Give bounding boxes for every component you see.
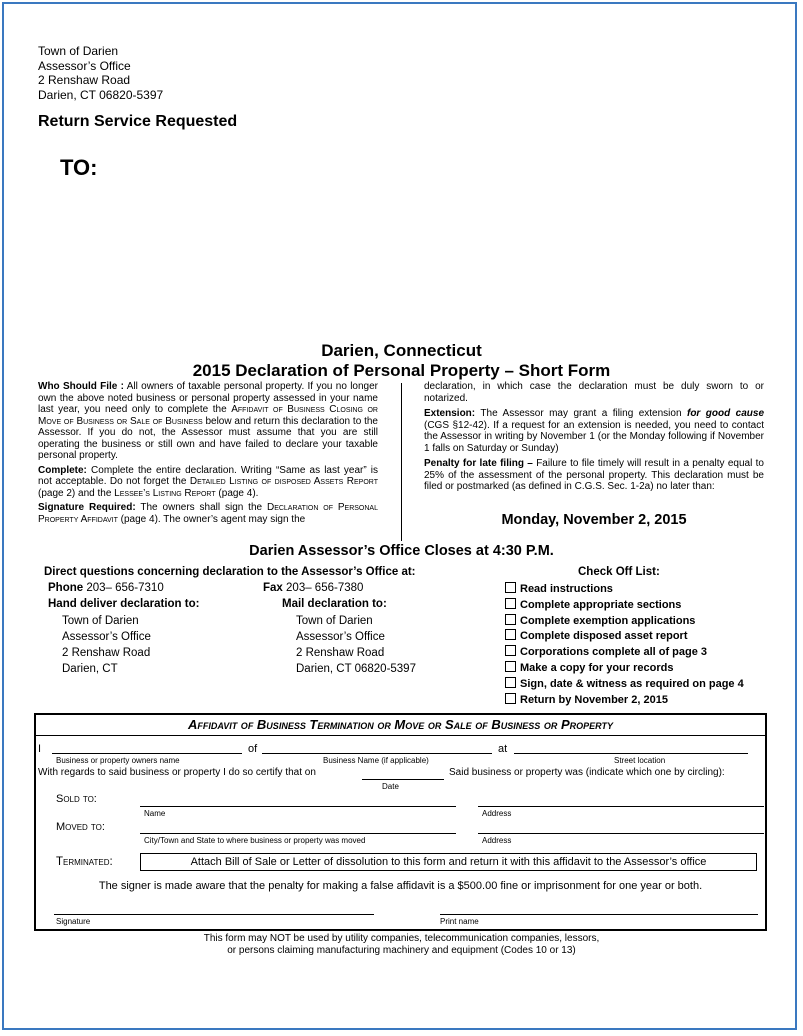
instructions-left	[38, 381, 378, 525]
mail-heading: Mail declaration to:	[282, 598, 387, 610]
extension-text: The Assessor may grant a filing extension	[480, 408, 682, 419]
signature-text: The owners shall sign the	[140, 502, 263, 513]
mail-address	[296, 613, 416, 677]
who-affidavit-ref: Affidavit of Business Closing or Move of Business or Sale of Business	[38, 404, 378, 427]
phone-label: Phone	[48, 582, 84, 594]
complete-text: Complete the entire declaration. Writing “Same as last year” is not acceptable. Do not forget the	[38, 464, 379, 487]
checklist-item-label: Make a copy for your records	[520, 661, 674, 674]
checkbox[interactable]	[505, 645, 516, 656]
street-location-caption: Street location	[614, 756, 666, 765]
print-name-caption: Print name	[440, 917, 479, 926]
false-affidavit-penalty: The signer is made aware that the penalty for making a false affidavit is a $500.00 fine or imprisonment for one year or both.	[98, 880, 703, 892]
business-name-caption: Business Name (if applicable)	[323, 756, 429, 765]
moved-to-option[interactable]: Moved to:	[56, 821, 105, 833]
address-caption: Address	[482, 809, 512, 818]
return-address-line: Assessor’s Office	[38, 58, 131, 73]
affidavit-of-label: of	[248, 743, 258, 755]
hand-address-line: Darien, CT	[62, 663, 118, 675]
penalty-section	[424, 458, 764, 493]
lessee-listing-ref: Lessee’s Listing Report	[114, 487, 216, 499]
signature-text-2: (page 4). The owner’s agent may sign the	[120, 513, 306, 525]
complete-text-3: (page 4).	[218, 487, 259, 499]
who-text-2: below and return this declaration to the Assessor. If you do not, the Assessor must assume that you are still operating the business or still own and have failed to declare your taxable personal property.	[38, 415, 378, 461]
checklist-item[interactable]	[505, 693, 744, 709]
footer-note	[0, 933, 803, 957]
affidavit-box	[34, 713, 767, 931]
checklist-item-label: Return by November 2, 2015	[520, 693, 668, 706]
checkbox[interactable]	[505, 598, 516, 609]
checkbox[interactable]	[505, 582, 516, 593]
declaration-affidavit-ref: Declaration of Personal Property Affidavit	[38, 502, 378, 525]
address-caption-2: Address	[482, 836, 512, 845]
print-name-field[interactable]	[440, 914, 758, 915]
return-service-requested: Return Service Requested	[38, 113, 238, 130]
return-address	[38, 44, 163, 102]
signature-label: Signature Required:	[38, 502, 136, 513]
penalty-label: Penalty for late filing –	[424, 458, 533, 469]
checkbox[interactable]	[505, 693, 516, 704]
fax	[263, 582, 363, 594]
penalty-text: Failure to file timely will result in a penalty equal to 25% of the assessment of the personal property. This declaration must be filed or postmarked (as defined in C.G.S. Sec. 1-2a) no later than:	[424, 458, 764, 492]
checklist-item-label: Complete exemption applications	[520, 614, 696, 627]
hand-address-line: Assessor’s Office	[62, 631, 151, 643]
mail-address-line: 2 Renshaw Road	[296, 647, 385, 659]
owner-name-field[interactable]	[52, 753, 242, 754]
sold-to-name-field[interactable]	[140, 806, 456, 807]
footer-line: This form may NOT be used by utility companies, telecommunication companies, lessors,	[203, 933, 600, 944]
checkbox[interactable]	[505, 629, 516, 640]
complete-label: Complete:	[38, 464, 87, 476]
hand-deliver-address	[62, 613, 151, 677]
complete-section	[38, 465, 378, 500]
footer-line: or persons claiming manufacturing machinery and equipment (Codes 10 or 13)	[227, 945, 576, 956]
checkbox[interactable]	[505, 614, 516, 625]
checklist-item[interactable]	[505, 614, 744, 630]
checklist-item-label: Sign, date & witness as required on page 4	[520, 677, 744, 690]
phone-number: 203– 656-7310	[86, 582, 164, 594]
checklist-item-label: Corporations complete all of page 3	[520, 646, 708, 659]
office-closes: Darien Assessor’s Office Closes at 4:30 P.M.	[249, 543, 554, 559]
hand-deliver-heading: Hand deliver declaration to:	[48, 598, 200, 610]
sold-to-option[interactable]: Sold to:	[56, 793, 97, 805]
checklist-item[interactable]	[505, 629, 744, 645]
hand-address-line: Town of Darien	[62, 615, 139, 627]
checklist-item[interactable]	[505, 645, 744, 661]
complete-text-2: (page 2) and the	[38, 487, 112, 499]
city-state-caption: City/Town and State to where business or property was moved	[144, 836, 366, 845]
checklist	[505, 582, 744, 708]
declaration-continued: declaration, in which case the declaration must be duly sworn to or notarized.	[424, 381, 764, 404]
return-address-line: 2 Renshaw Road	[38, 73, 131, 87]
owner-name-caption: Business or property owners name	[56, 756, 180, 765]
date-caption: Date	[382, 782, 399, 791]
checklist-item[interactable]	[505, 582, 744, 598]
fax-number: 203– 656-7380	[286, 582, 364, 594]
checklist-item[interactable]	[505, 661, 744, 677]
signature-field[interactable]	[54, 914, 374, 915]
return-address-line: Darien, CT 06820-5397	[38, 87, 164, 102]
mail-address-line: Assessor’s Office	[296, 631, 385, 643]
checklist-item-label: Complete disposed asset report	[520, 630, 688, 643]
checkbox[interactable]	[505, 661, 516, 672]
date-field[interactable]	[362, 779, 444, 780]
who-label: Who Should File :	[38, 381, 124, 392]
disposed-assets-ref: Detailed Listing of disposed Assets Report	[189, 476, 379, 487]
form-town-title: Darien, Connecticut	[321, 341, 482, 360]
name-caption: Name	[144, 809, 166, 818]
fax-label: Fax	[263, 582, 283, 594]
signature-section	[38, 502, 378, 525]
street-location-field[interactable]	[514, 753, 748, 754]
return-address-line: Town of Darien	[38, 44, 119, 58]
checklist-item[interactable]	[505, 677, 744, 693]
affidavit-i-label: I	[38, 743, 42, 755]
extension-text-2: (CGS §12-42). If a request for an extension is needed, you need to contact the Assessor in writing by November 1 (or the Monday following if November 1 falls on Saturday or Sunday)	[424, 419, 764, 454]
checklist-item-label: Complete appropriate sections	[520, 598, 682, 611]
good-cause-emphasis: for good cause	[686, 408, 764, 419]
extension-label: Extension:	[424, 408, 476, 419]
signature-caption: Signature	[56, 917, 91, 926]
form-title: 2015 Declaration of Personal Property – Short Form	[192, 361, 611, 380]
extension-section	[424, 408, 764, 454]
phone	[48, 582, 164, 594]
who-should-file	[38, 381, 378, 462]
affidavit-title-rule	[34, 735, 767, 736]
to-label: TO:	[60, 155, 98, 180]
moved-to-address-field[interactable]	[478, 833, 764, 834]
mail-address-line: Darien, CT 06820-5397	[296, 663, 416, 675]
checklist-item-label: Read instructions	[520, 583, 613, 595]
affidavit-at-label: at	[498, 743, 508, 755]
moved-to-city-field[interactable]	[140, 833, 456, 834]
column-divider	[401, 383, 402, 541]
instructions-right	[424, 381, 764, 493]
checkbox[interactable]	[505, 677, 516, 688]
mail-address-line: Town of Darien	[296, 615, 373, 627]
checklist-item[interactable]	[505, 598, 744, 614]
filing-deadline: Monday, November 2, 2015	[501, 512, 687, 528]
terminated-instruction-box: Attach Bill of Sale or Letter of dissolution to this form and return it with this affidavit to the Assessor’s office	[140, 853, 757, 871]
terminated-option[interactable]: Terminated:	[56, 856, 113, 868]
business-name-field[interactable]	[262, 753, 492, 754]
who-text: All owners of taxable personal property. If you no longer own the above noted business or personal property assessed in your name last year, you need only to complete the	[38, 381, 378, 415]
contact-heading: Direct questions concerning declaration to the Assessor’s Office at:	[44, 566, 416, 578]
sold-to-address-field[interactable]	[478, 806, 764, 807]
checklist-title: Check Off List:	[578, 566, 660, 578]
affidavit-title: Affidavit of Business Termination or Move or Sale of Business or Property	[187, 717, 614, 732]
circle-instruction: Said business or property was (indicate which one by circling):	[449, 767, 725, 778]
certify-text: With regards to said business or property I do so certify that on	[38, 767, 316, 778]
hand-address-line: 2 Renshaw Road	[62, 647, 151, 659]
